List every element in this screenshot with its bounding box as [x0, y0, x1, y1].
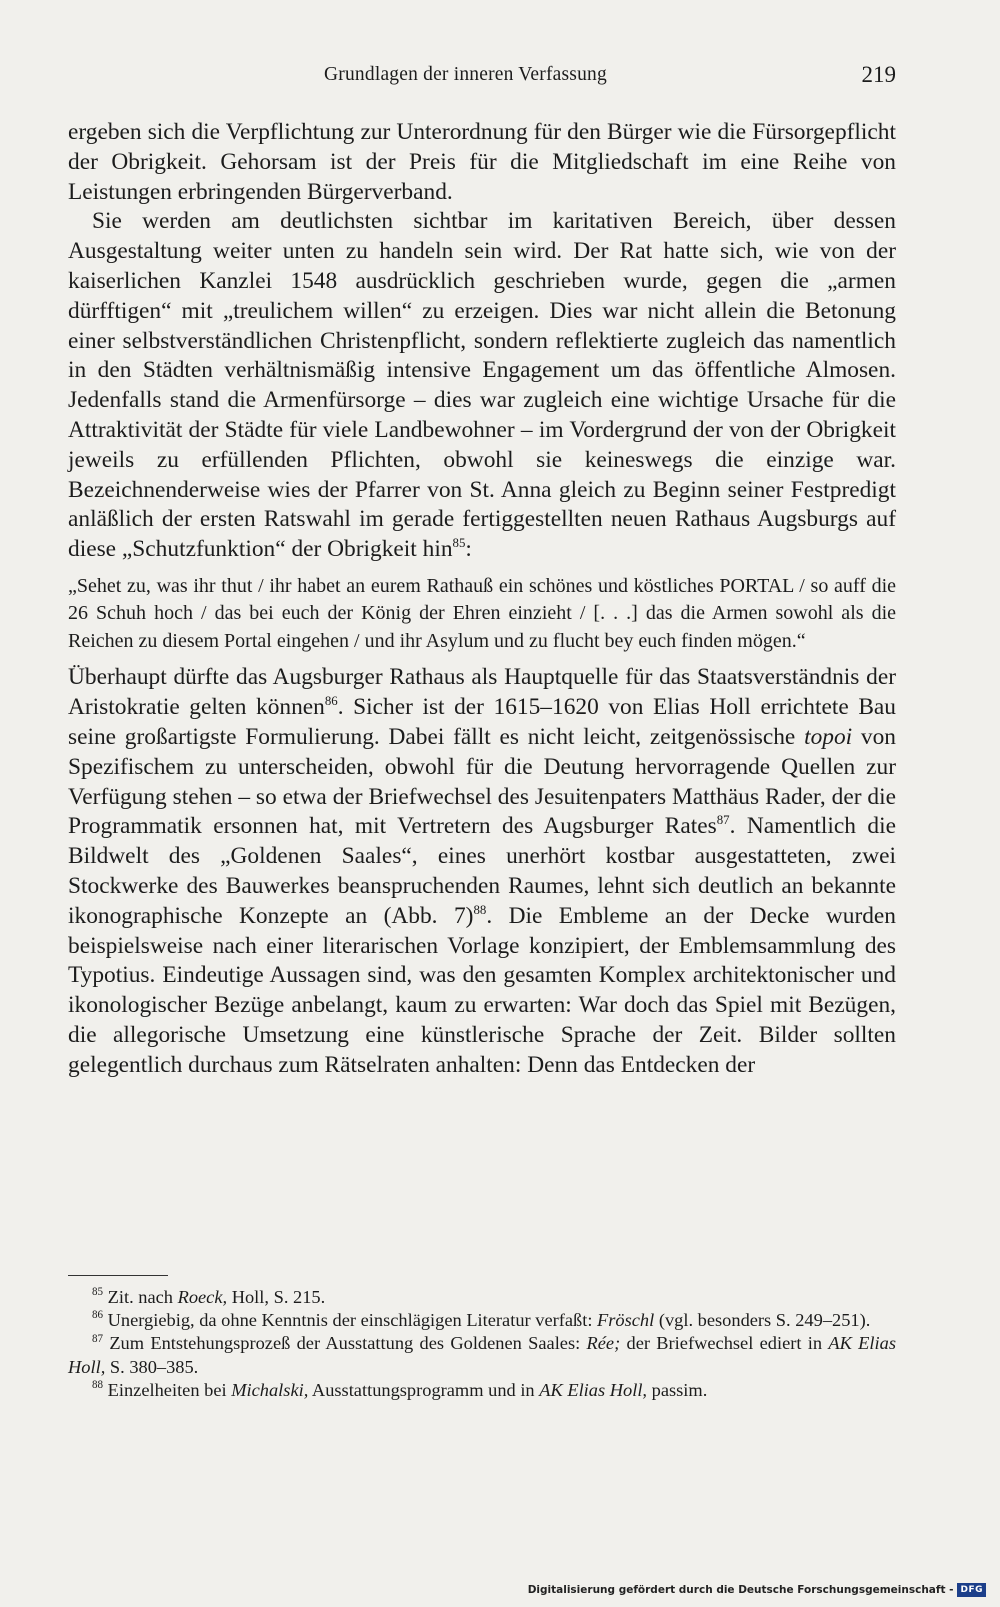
paragraph-2: [68, 207, 896, 565]
paragraph-1: ergeben sich die Verpflichtung zur Unterordnung für den Bürger wie die Fürsorgepflicht der Obrigkeit. Gehorsam ist der Preis für die Mitgliedschaft im eine Reihe von Leistungen erbringenden Bürgerverband.: [68, 119, 896, 205]
footnote-author: Rée;: [586, 1333, 621, 1354]
main-text: [68, 118, 896, 1081]
footnote-text: Einzelheiten bei: [103, 1379, 232, 1400]
running-head: [68, 62, 896, 92]
footnote-ref-87[interactable]: 87: [716, 813, 730, 828]
block-quote: „Sehet zu, was ihr thut / ihr habet an eurem Rathauß ein schönes und köstliches PORTAL / so auff die 26 Schuh hoch / das bei euch der König der Ehren einzieht / [. . .] das die Armen sowohl als die Reichen zu diesem Portal eingehen / und ihr Asylum und zu flucht bey euch finden mögen.“: [68, 574, 896, 652]
paragraph-3-e: . Die Embleme an der Decke wurden beispielsweise nach einer literarischen Vorlage konzipiert, der Emblemsammlung des Typotius. Eindeutige Aussagen sind, was den gesamten Komplex architektonischer und ikonologischer Bezüge anbelangt, kaum zu erwarten: War doch das Spiel mit Bezügen, die allegorische Umsetzung eine künstlerische Sprache der Zeit. Bilder sollten gelegentlich durchaus zum Rätselraten anhalten: Denn das Entdecken der: [68, 902, 897, 1078]
footnote-author: Fröschl: [597, 1310, 655, 1331]
footnote-author: Michalski,: [231, 1379, 309, 1400]
footnote-text: Ausstattungsprogramm und in: [308, 1379, 540, 1400]
footnote-ref-85[interactable]: 85: [452, 536, 466, 551]
footnote-divider: [68, 1275, 168, 1276]
footnote-text: der Briefwechsel ediert in: [620, 1333, 829, 1354]
footnote-text: (vgl. besonders S. 249–251).: [654, 1310, 871, 1331]
footnote-work: AK Elias Holl,: [539, 1379, 648, 1400]
footnote-text: Holl, S. 215.: [227, 1287, 326, 1307]
footnote-text: Unergiebig, da ohne Kenntnis der einschlägigen Literatur verfaßt:: [103, 1310, 598, 1331]
credit-text: Digitalisierung gefördert durch die Deutsche Forschungsgemeinschaft -: [527, 1584, 954, 1596]
paragraph-3: [68, 663, 896, 1080]
footnote-number: 86: [92, 1309, 104, 1322]
footnote-86: [68, 1309, 896, 1332]
paragraph-3-b: . Sicher ist der 1615–1620 von Elias Holl errichtete Bau seine großartigste Formulierung. Dabei fällt es nicht leicht, zeitgenössische: [68, 694, 896, 751]
footnote-text: Zum Entstehungsprozeß der Ausstattung des Goldenen Saales:: [103, 1333, 587, 1354]
page-number: 219: [861, 62, 896, 87]
footnote-ref-88[interactable]: 88: [473, 902, 487, 917]
footnote-author: Roeck,: [177, 1287, 228, 1307]
paragraph-3-c: von Spezifischem zu unterscheiden, obwohl für die Deutung hervorragende Quellen zur Verfügung stehen – so etwa der Briefwechsel des Jesuitenpaters Matthäus Rader, der die Programmatik ersonnen hat, mit Vertretern des Augsburger Rates: [68, 724, 897, 840]
paragraph-2-text: Sie werden am deutlichsten sichtbar im karitativen Bereich, über dessen Ausgestaltung weiter unten zu handeln sein wird. Der Rat hatte sich, wie von der kaiserlichen Kanzlei 1548 ausdrücklich geschrieben wurde, gegen die „armen dürfftigen“ mit „treulichem willen“ zu erzeigen. Dies war nicht allein die Betonung einer selbstverständlichen Christenpflicht, sondern reflektierte zugleich das namentlich in den Städten verhältnismäßig intensive Engagement um das öffentliche Almosen. Jedenfalls stand die Armenfürsorge – dies war zugleich eine wichtige Ursache für die Attraktivität der Städte für viele Landbewohner – im Vordergrund der von der Obrigkeit jeweils zu erfüllenden Pflichten, obwohl sie keineswegs die einzige war. Bezeichnenderweise wies der Pfarrer von St. Anna gleich zu Beginn seiner Festpredigt anläßlich der ersten Ratswahl im gerade fertiggestellten neuen Rathaus Augsburgs auf diese „Schutzfunktion“ der Obrigkeit hin: [68, 208, 896, 563]
dfg-credit: [528, 1581, 986, 1599]
footnote-number: 87: [92, 1332, 104, 1345]
paragraph-3-topoi: topoi: [804, 724, 853, 751]
footnote-87: [68, 1332, 896, 1378]
footnote-ref-86[interactable]: 86: [324, 694, 338, 709]
paragraph-3-a: Überhaupt dürfte das Augsburger Rathaus als Hauptquelle für das Staatsverständnis der Aristokratie gelten können: [68, 664, 896, 721]
paragraph-2-end: :: [465, 536, 472, 563]
running-title: Grundlagen der inneren Verfassung: [324, 64, 607, 85]
footnote-number: 85: [92, 1286, 104, 1299]
footnote-number: 88: [92, 1379, 104, 1392]
paragraph-3-d: . Namentlich die Bildwelt des „Goldenen Saales“, eines unerhört kostbar ausgestatteten, zwei Stockwerke des Bauwerkes beanspruchenden Raumes, lehnt sich deutlich an bekannte ikonographische Konzepte an (Abb. 7): [68, 813, 896, 929]
footnote-work: AK Elias Holl,: [68, 1333, 896, 1377]
footnote-85: [68, 1286, 896, 1309]
footnote-text: Zit. nach: [103, 1287, 178, 1307]
footnote-88: [68, 1379, 896, 1402]
dfg-logo: DFG: [957, 1583, 986, 1597]
footnotes: [68, 1286, 896, 1402]
footnote-text: passim.: [647, 1379, 708, 1400]
footnote-text: S. 380–385.: [105, 1356, 199, 1377]
